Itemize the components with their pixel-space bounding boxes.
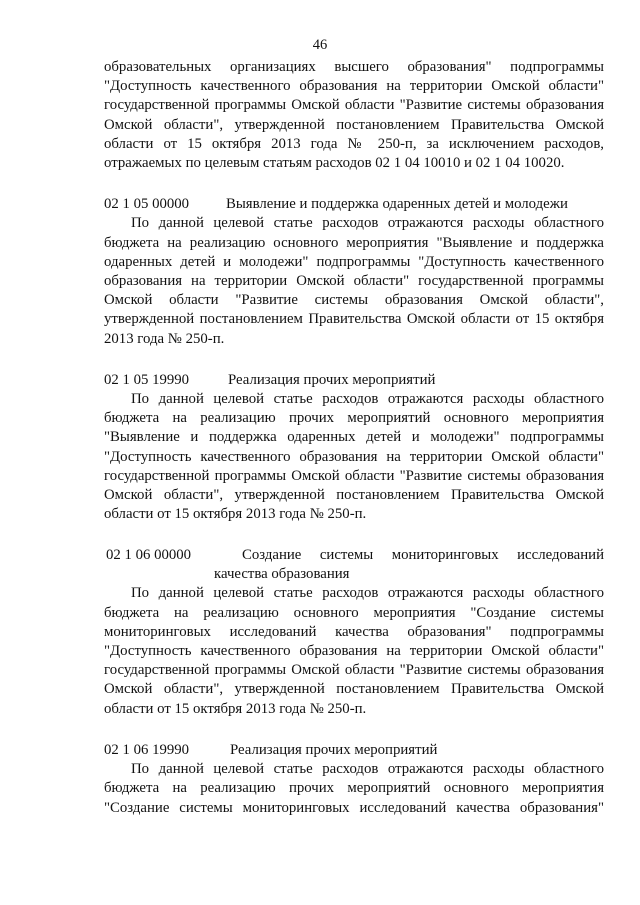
document-body xyxy=(104,58,604,818)
page-number: 46 xyxy=(312,37,328,53)
section-heading-02-1-06-00000 xyxy=(104,546,604,584)
section-title-line-1: Создание системы мониторинговых исследований xyxy=(242,547,604,564)
section-code: 02 1 05 19990 xyxy=(104,371,190,388)
section-title-line-2: качества образования xyxy=(214,566,350,583)
section-code: 02 1 05 00000 xyxy=(104,196,190,213)
section-heading-02-1-05-00000 xyxy=(104,195,604,214)
section-paragraph: По данной целевой статье расходов отражаются расходы областного бюджета на реализацию основного мероприятия "Выявление и поддержка одаренных детей и молодежи" подпрограммы "Доступность качественного образования на территории Омской области" государственной программы Омской области "Развитие системы образования Омской области", утвержденной постановлением Правительства Омской области от 15 октября 2013 года № 250-п. xyxy=(104,215,604,347)
section-paragraph: По данной целевой статье расходов отражаются расходы областного бюджета на реализацию прочих мероприятий основного мероприятия "Создание системы мониторинговых исследований качества образования" xyxy=(104,761,604,816)
section-title: Реализация прочих мероприятий xyxy=(230,741,438,758)
section-paragraph: По данной целевой статье расходов отражаются расходы областного бюджета на реализацию основного мероприятия "Создание системы мониторинговых исследований качества образования" подпрограммы "Доступность качественного образования на территории Омской области" государственной программы Омской области "Развитие системы образования Омской области", утвержденной постановлением Правительства Омской области от 15 октября 2013 года № 250-п. xyxy=(104,585,604,717)
section-heading-02-1-05-19990 xyxy=(104,371,604,390)
section-code: 02 1 06 19990 xyxy=(104,741,190,758)
section-title: Реализация прочих мероприятий xyxy=(228,371,436,388)
section-title: Выявление и поддержка одаренных детей и молодежи xyxy=(226,196,568,213)
section-paragraph: По данной целевой статье расходов отражаются расходы областного бюджета на реализацию прочих мероприятий основного мероприятия "Выявление и поддержка одаренных детей и молодежи" подпрограммы "Доступность качественного образования на территории Омской области" государственной программы Омской области "Развитие системы образования Омской области", утвержденной постановлением Правительства Омской области от 15 октября 2013 года № 250-п. xyxy=(104,391,604,523)
section-heading-02-1-06-19990 xyxy=(104,741,604,760)
intro-paragraph: образовательных организациях высшего образования" подпрограммы "Доступность качественного образования на территории Омской области" государственной программы Омской области "Развитие системы образования Омской области", утвержденной постановлением Правительства Омской области от 15 октября 2013 года № 250-п, за исключением расходов, отражаемых по целевым статьям расходов 02 1 04 10010 и 02 1 04 10020. xyxy=(104,59,604,172)
section-code: 02 1 06 00000 xyxy=(106,547,192,564)
